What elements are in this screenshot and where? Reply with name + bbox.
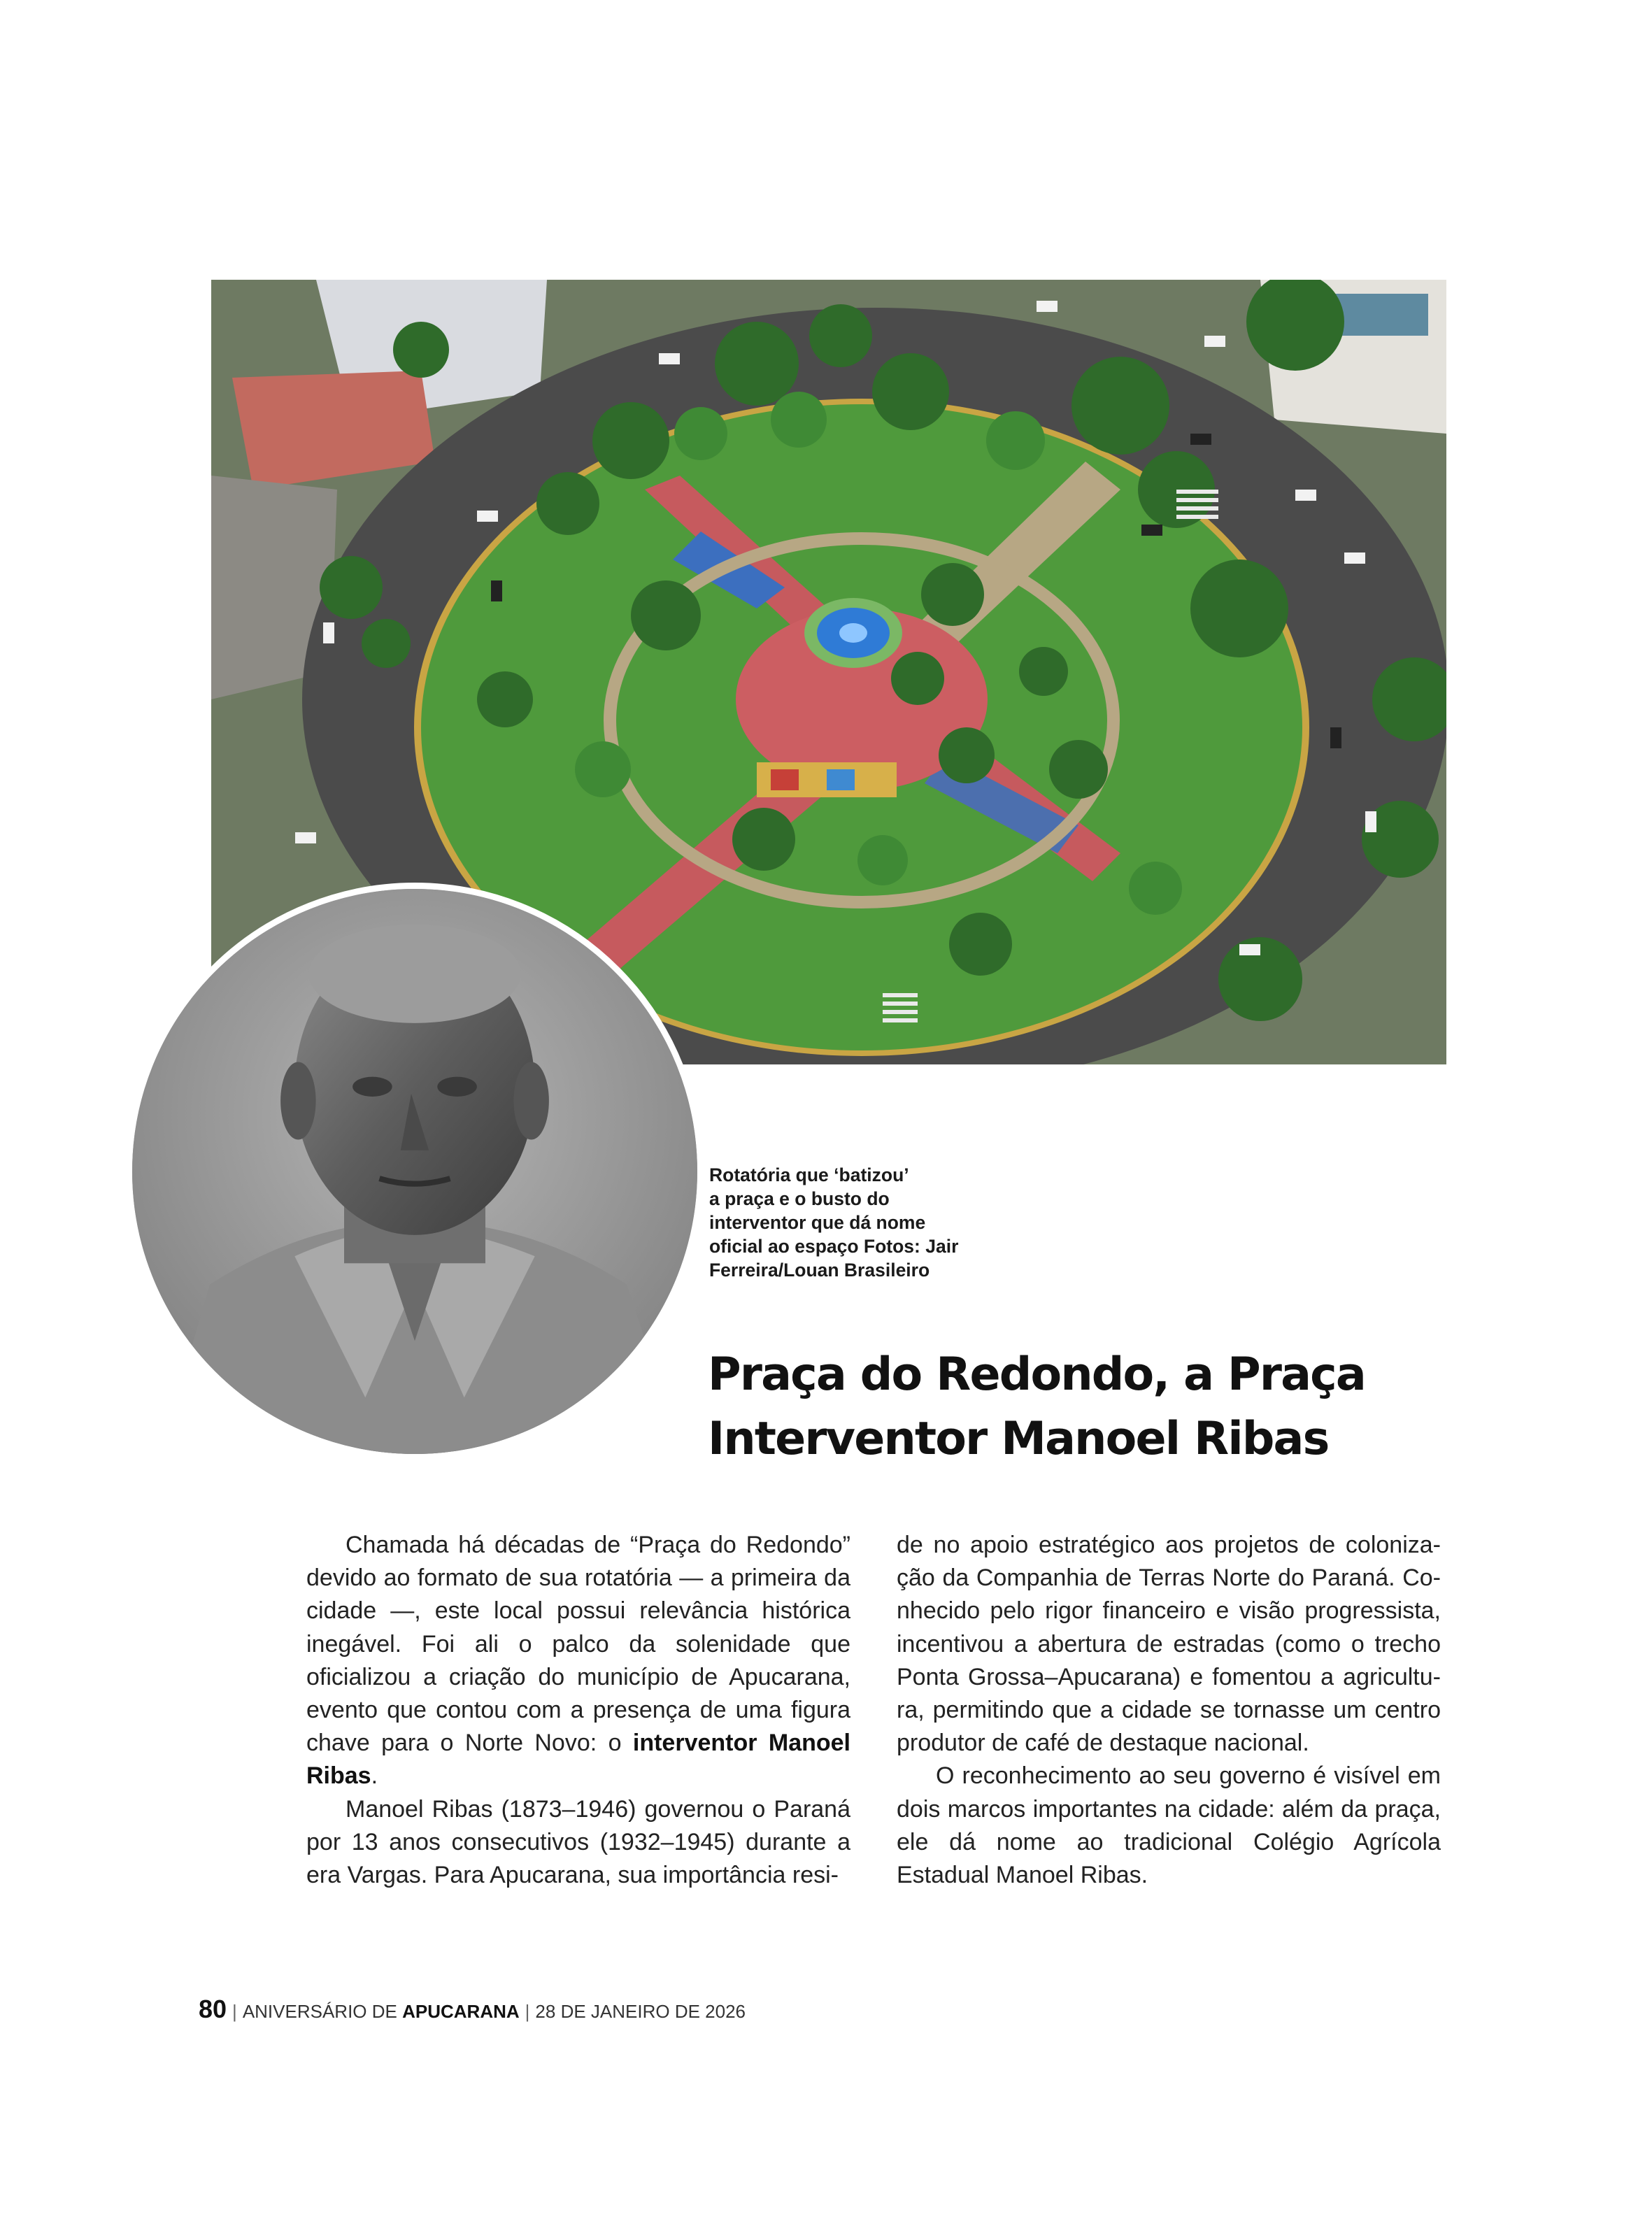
article-paragraph-1: Chamada há décadas de “Praça do Redondo” devido ao formato de sua rotatória — a primeira da cidade —, este local possui relevância histórica inegável. Foi ali o palco da solenidade que oficializou a criação do município de Apucarana, evento que contou com a presença de uma figura chave para o Norte Novo: o interventor Manoel Ribas.	[306, 1532, 850, 1790]
photo-caption: Rotatória que ‘batizou’ a praça e o busto do interventor que dá nome oficial ao espaço Fotos: Jair Ferreira/Louan Brasileiro	[709, 1164, 959, 1281]
footer-section-name: APUCARANA	[402, 2001, 520, 2022]
footer-separator: |	[525, 2001, 530, 2022]
manoel-ribas-bust-photo	[126, 883, 704, 1460]
article-column-right	[897, 1529, 1441, 1892]
footer-section-prefix: ANIVERSÁRIO DE	[242, 2001, 403, 2022]
highlight-interventor: interventor Manoel Ribas	[306, 1730, 850, 1790]
page-footer	[199, 1995, 746, 2024]
footer-separator: |	[232, 2001, 237, 2022]
article-paragraph-3: O reconhecimento ao seu governo é visível em dois marcos importantes na cidade: além da praça, ele dá nome ao tradicional Colégio Agrícola Estadual Manoel Ribas.	[897, 1762, 1441, 1889]
page-number: 80	[199, 1995, 227, 2023]
article-paragraph-2-continued: de no apoio estratégico aos projetos de colonização da Companhia de Terras Norte do Paraná. Conhecido pelo rigor financeiro e visão progressista, incentivou a abertura de estradas (como o trecho Ponta Grossa–Apucarana) e fomentou a agricultura, permitindo que a cidade se tornasse um centro produtor de café de destaque nacional.	[897, 1532, 1441, 1757]
footer-date: 28 DE JANEIRO DE 2026	[535, 2001, 746, 2022]
article-column-left	[306, 1529, 850, 1892]
article-paragraph-2: Manoel Ribas (1873–1946) governou o Paraná por 13 anos consecutivos (1932–1945) durante a era Vargas. Para Apucarana, sua importância resi-	[306, 1795, 850, 1889]
article-headline: Praça do Redondo, a Praça Interventor Manoel Ribas	[708, 1348, 1365, 1465]
